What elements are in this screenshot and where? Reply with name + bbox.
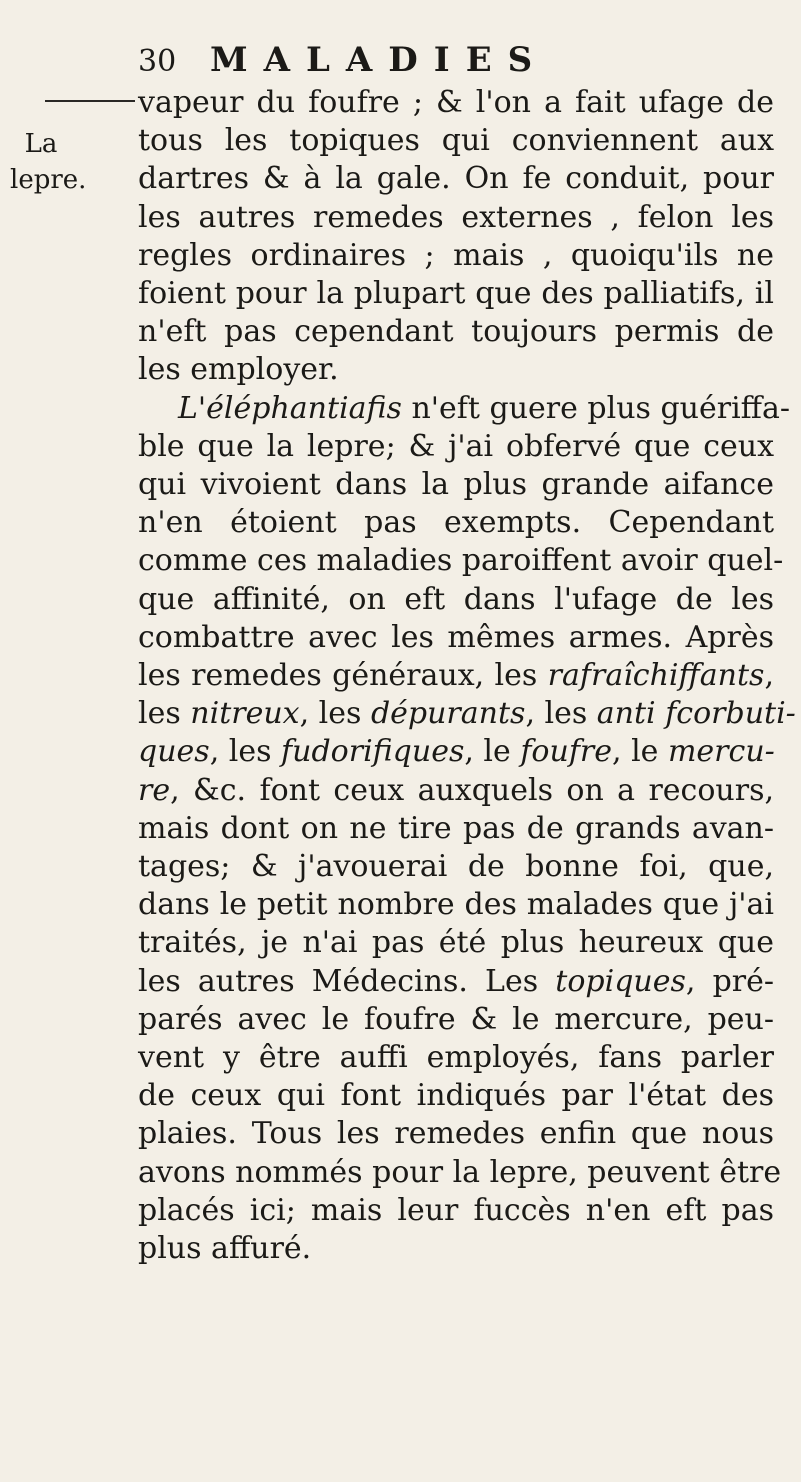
text-line: dartres & à la gale. On fe conduit, pour (138, 161, 774, 197)
italic-term: L'éléphantiafis (178, 390, 402, 426)
text-run: n'eft guere plus guériffa- (401, 390, 791, 426)
text-line: de ceux qui font indiqués par l'état des (138, 1078, 774, 1114)
text-run: les remedes généraux, les (138, 658, 548, 694)
page-number: 30 (138, 44, 177, 79)
italic-term: anti fcorbuti- (596, 696, 796, 732)
text-line: plaies. Tous les remedes enfin que nous (138, 1116, 774, 1152)
text-line: tages; & j'avouerai de bonne foi, que, (138, 849, 774, 885)
text-line: comme ces maladies paroiffent avoir quel- (138, 543, 784, 579)
text-line: les autres remedes externes , felon les (138, 199, 774, 235)
text-run: , les (525, 696, 597, 732)
text-line: avons nommés pour la lepre, peuvent être (138, 1154, 782, 1190)
text-line: n'eft pas cependant toujours permis de (138, 314, 774, 350)
margin-note-line-1: La (24, 129, 58, 159)
text-line: plus affuré. (138, 1231, 312, 1267)
text-line (138, 657, 774, 695)
body-text (138, 84, 796, 1268)
text-line: les employer. (138, 352, 339, 388)
text-run: les autres Médecins. Les (138, 963, 556, 999)
text-run: , pré- (685, 963, 775, 999)
text-line: foient pour la plupart que des palliatifs, il (138, 276, 774, 312)
running-head (138, 40, 778, 88)
italic-term: mercu- (667, 734, 775, 770)
text-line (138, 772, 774, 810)
paragraph-2 (138, 390, 796, 1269)
italic-term: rafraîchiffants (547, 658, 765, 694)
text-line: mais dont on ne tire pas de grands avan- (138, 810, 774, 846)
text-line: que affinité, on eft dans l'ufage de les (138, 581, 774, 617)
text-run: , les (209, 734, 282, 770)
italic-term: topiques (555, 963, 686, 999)
text-line: combattre avec les mêmes armes. Après (138, 619, 774, 655)
text-run: , le (464, 734, 521, 770)
text-run: , &c. font ceux auxquels on a recours, (170, 772, 774, 808)
text-line: parés avec le foufre & le mercure, peu- (138, 1001, 774, 1037)
text-line: placés ici; mais leur fuccès n'en eft pas (138, 1192, 774, 1228)
italic-term: re (138, 772, 171, 808)
italic-term: nitreux (190, 696, 300, 732)
running-title: MALADIES (210, 40, 549, 80)
text-line: regles ordinaires ; mais , quoiqu'ils ne (138, 237, 774, 273)
text-line: qui vivoient dans la plus grande aifance (138, 467, 774, 503)
paragraph-1 (138, 84, 774, 390)
margin-note (10, 126, 87, 198)
italic-term: foufre (520, 734, 613, 770)
text-line: ble que la lepre; & j'ai obfervé que ceux (138, 428, 774, 464)
text-line (138, 733, 774, 771)
text-run: , (764, 658, 774, 694)
italic-term: dépurants (370, 696, 526, 732)
text-line: vapeur du foufre ; & l'on a fait ufage de (138, 85, 774, 120)
text-line (138, 695, 796, 733)
text-run: , le (612, 734, 668, 770)
text-line: dans le petit nombre des malades que j'ai (138, 887, 774, 923)
text-line: vent y être auffi employés, fans parler (138, 1040, 774, 1076)
text-line (138, 390, 791, 428)
margin-note-line-2: lepre. (10, 165, 87, 195)
text-line: traités, je n'ai pas été plus heureux que (138, 925, 774, 961)
italic-term: ques (138, 734, 210, 770)
margin-rule (45, 100, 135, 102)
text-line: n'en étoient pas exempts. Cependant (138, 505, 774, 541)
italic-term: fudorifiques (281, 734, 465, 770)
text-run: , les (299, 696, 371, 732)
text-run: les (138, 696, 191, 732)
text-line: tous les topiques qui conviennent aux (138, 123, 774, 159)
text-line (138, 963, 774, 1001)
